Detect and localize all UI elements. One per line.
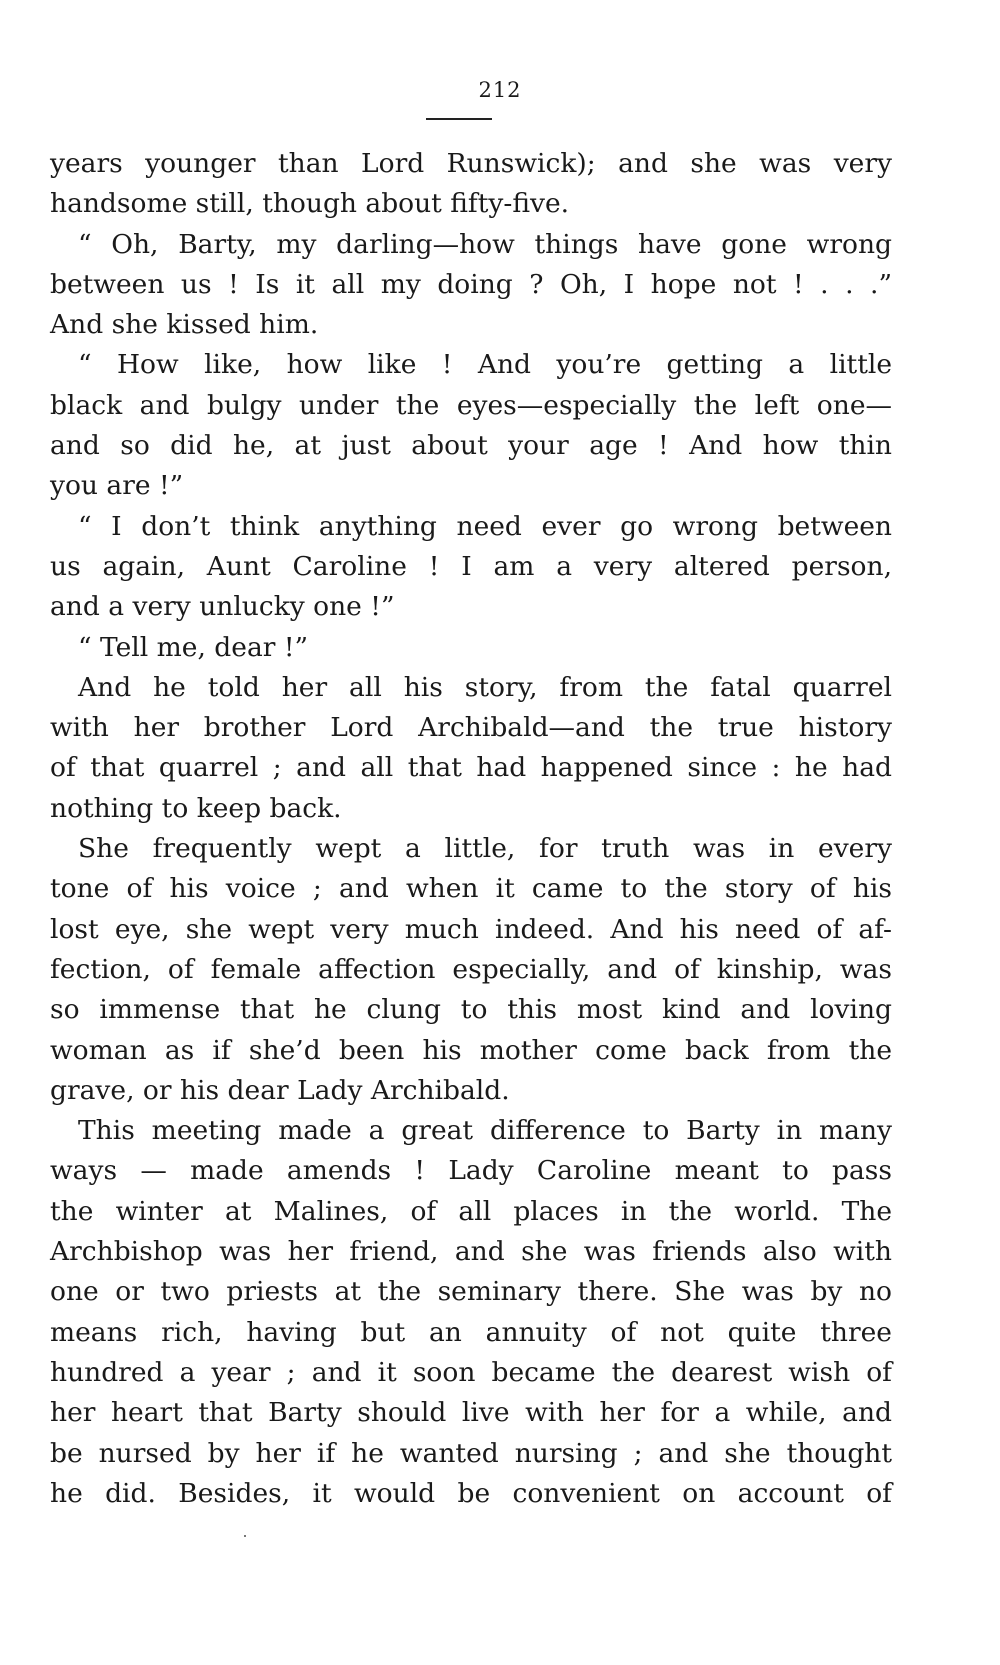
text-line: She frequently wept a little, for truth was in every (78, 833, 892, 865)
text-line: This meeting made a great difference to Barty in many (78, 1115, 892, 1147)
text-line: between us ! Is it all my doing ? Oh, I hope not ! . . .” (50, 268, 892, 300)
text-line: “ Oh, Barty, my darling—how things have gone wrong (78, 228, 892, 260)
text-line: and so did he, at just about your age ! And how thin (50, 430, 892, 462)
text-line: grave, or his dear Lady Archibald. (50, 1074, 510, 1106)
text-line: you are !” (50, 470, 184, 502)
text-line: nothing to keep back. (50, 792, 342, 824)
text-line: hundred a year ; and it soon became the dearest wish of (50, 1356, 892, 1388)
text-line: with her brother Lord Archibald—and the true history (50, 712, 892, 744)
text-line: one or two priests at the seminary there. She was by no (50, 1276, 892, 1308)
paper-speck (244, 1535, 246, 1537)
text-line: lost eye, she wept very much indeed. And his need of af- (50, 913, 892, 945)
text-line: tone of his voice ; and when it came to the story of his (50, 873, 892, 905)
text-line: “ I don’t think anything need ever go wrong between (78, 510, 892, 542)
text-line: be nursed by her if he wanted nursing ; and she thought (50, 1437, 892, 1469)
text-line: black and bulgy under the eyes—especially the left one— (50, 389, 892, 421)
text-line: And he told her all his story, from the fatal quarrel (78, 671, 892, 703)
text-line: And she kissed him. (50, 309, 319, 341)
text-line: of that quarrel ; and all that had happened since : he had (50, 752, 892, 784)
text-line: her heart that Barty should live with her for a while, and (50, 1397, 892, 1429)
page-number-rule (426, 118, 492, 120)
text-line: fection, of female affection especially, and of kinship, was (50, 953, 892, 985)
text-line: woman as if she’d been his mother come back from the (50, 1034, 892, 1066)
text-line: handsome still, though about fifty-five. (50, 188, 570, 220)
text-line: he did. Besides, it would be convenient on account of (50, 1477, 892, 1509)
text-line: “ Tell me, dear !” (78, 631, 309, 663)
text-line: ways — made amends ! Lady Caroline meant to pass (50, 1155, 892, 1187)
text-line: means rich, having but an annuity of not quite three (50, 1316, 892, 1348)
body-text (50, 144, 892, 1514)
text-line: so immense that he clung to this most kind and loving (50, 994, 892, 1026)
text-line: years younger than Lord Runswick); and she was very (50, 148, 892, 179)
page-number: 212 (478, 78, 522, 102)
text-line: Archbishop was her friend, and she was friends also with (50, 1236, 892, 1268)
text-line: “ How like, how like ! And you’re getting a little (78, 349, 892, 381)
text-line: the winter at Malines, of all places in the world. The (50, 1195, 892, 1227)
text-line: us again, Aunt Caroline ! I am a very altered person, (50, 550, 892, 582)
text-line: and a very unlucky one !” (50, 591, 395, 623)
